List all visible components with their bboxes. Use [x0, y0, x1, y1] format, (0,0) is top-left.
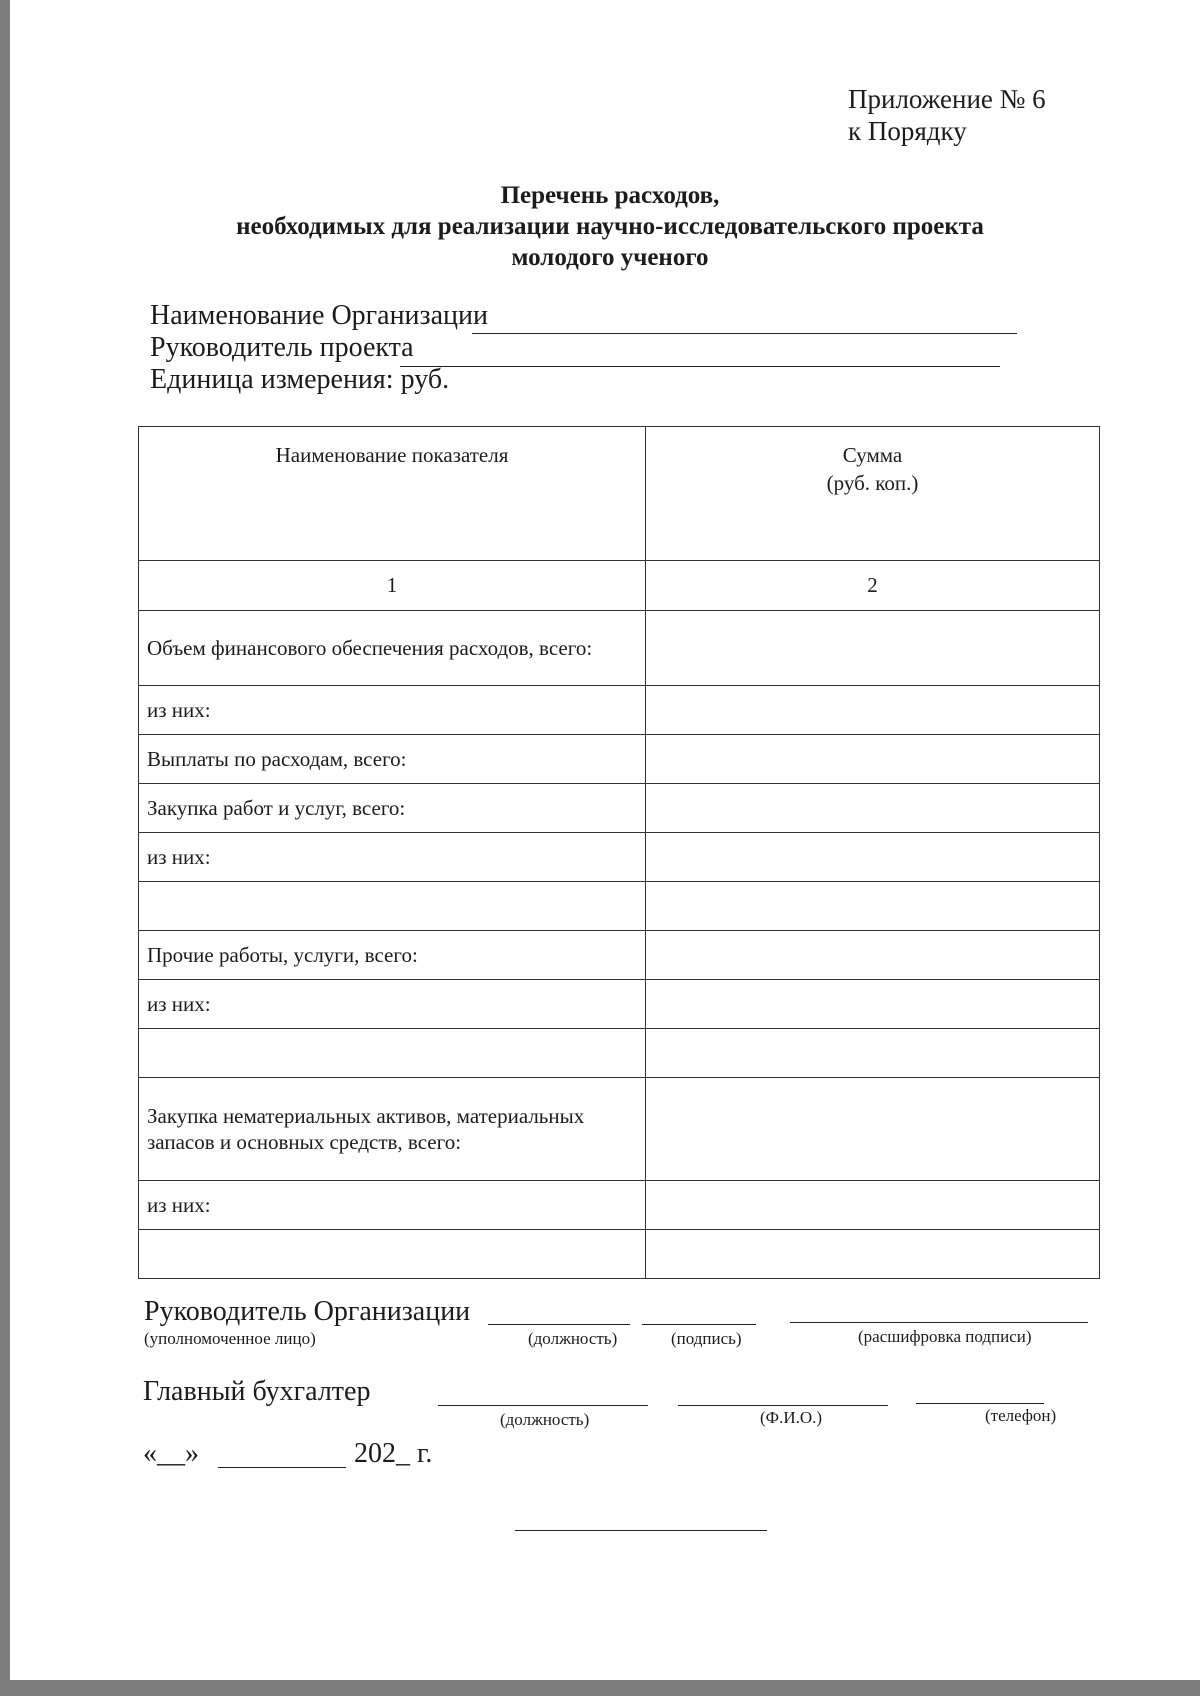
organization-field	[150, 300, 488, 332]
bottom-line	[515, 1530, 767, 1531]
row-label: Закупка нематериальных активов, материальных запасов и основных средств, всего:	[139, 1078, 646, 1181]
chief-accountant-label: Главный бухгалтер	[143, 1376, 371, 1407]
table-row	[139, 735, 1100, 784]
head-position-caption: (должность)	[528, 1329, 618, 1348]
amount-cell[interactable]	[646, 784, 1100, 833]
document-title	[160, 180, 1060, 273]
header-indicator-name	[139, 427, 646, 561]
expenses-table	[138, 426, 1100, 1279]
amount-cell[interactable]	[646, 1029, 1100, 1078]
head-of-organization-label: Руководитель Организации	[144, 1296, 471, 1327]
project-manager-input-line[interactable]	[400, 366, 1000, 367]
row-label: Выплаты по расходам, всего:	[139, 735, 646, 784]
column-number-2: 2	[646, 561, 1100, 611]
head-decoding-line[interactable]	[790, 1322, 1088, 1323]
row-label: из них:	[139, 833, 646, 882]
accountant-fio-line[interactable]	[678, 1405, 888, 1406]
column-number-1: 1	[139, 561, 646, 611]
amount-cell[interactable]	[646, 980, 1100, 1029]
table-row	[139, 931, 1100, 980]
title-line-1: Перечень расходов,	[500, 182, 720, 209]
row-label[interactable]	[139, 1230, 646, 1279]
appendix-number: Приложение № 6	[848, 84, 1046, 114]
accountant-phone-line[interactable]	[916, 1403, 1044, 1404]
table-row	[139, 784, 1100, 833]
head-position-line[interactable]	[488, 1324, 630, 1325]
row-label: из них:	[139, 686, 646, 735]
date-day: «__»	[143, 1438, 199, 1469]
amount-cell[interactable]	[646, 611, 1100, 686]
accountant-fio-caption: (Ф.И.О.)	[760, 1408, 823, 1427]
title-line-3: молодого ученого	[511, 244, 709, 271]
authorized-person-caption: (уполномоченное лицо)	[144, 1329, 316, 1348]
table-row	[139, 686, 1100, 735]
table-row	[139, 1181, 1100, 1230]
table-header-row	[139, 427, 1100, 561]
row-label: Объем финансового обеспечения расходов, всего:	[139, 611, 646, 686]
accountant-phone-caption: (телефон)	[985, 1406, 1057, 1425]
amount-cell[interactable]	[646, 1230, 1100, 1279]
date-month-line[interactable]	[218, 1467, 346, 1468]
table-row	[139, 833, 1100, 882]
table-row	[139, 1029, 1100, 1078]
column-number-row	[139, 561, 1100, 611]
amount-cell[interactable]	[646, 1181, 1100, 1230]
row-label: из них:	[139, 1181, 646, 1230]
document-page	[10, 0, 1200, 1680]
row-label: Закупка работ и услуг, всего:	[139, 784, 646, 833]
project-manager-label: Руководитель проекта	[150, 332, 414, 363]
row-label: из них:	[139, 980, 646, 1029]
organization-input-line[interactable]	[472, 333, 1017, 334]
amount-cell[interactable]	[646, 735, 1100, 784]
table-row	[139, 611, 1100, 686]
unit-of-measure: Единица измерения: руб.	[150, 364, 450, 395]
head-signature-caption: (подпись)	[671, 1329, 742, 1348]
table-row	[139, 1230, 1100, 1279]
table-row	[139, 980, 1100, 1029]
amount-cell[interactable]	[646, 882, 1100, 931]
table-row	[139, 882, 1100, 931]
header-indicator-label: Наименование показателя	[275, 443, 509, 467]
project-manager-field	[150, 332, 414, 364]
amount-cell[interactable]	[646, 833, 1100, 882]
header-amount	[646, 427, 1100, 561]
row-label[interactable]	[139, 882, 646, 931]
appendix-order: к Порядку	[848, 116, 967, 146]
head-signature-line[interactable]	[642, 1324, 756, 1325]
header-amount-unit: (руб. коп.)	[826, 471, 919, 495]
header-amount-label: Сумма	[842, 443, 903, 467]
title-line-2: необходимых для реализации научно-исследовательского проекта	[236, 213, 984, 240]
row-label[interactable]	[139, 1029, 646, 1078]
date-year: 202_ г.	[354, 1438, 433, 1469]
accountant-position-caption: (должность)	[500, 1410, 590, 1429]
amount-cell[interactable]	[646, 686, 1100, 735]
table-row	[139, 1078, 1100, 1181]
head-decoding-caption: (расшифровка подписи)	[858, 1327, 1032, 1346]
accountant-position-line[interactable]	[438, 1405, 648, 1406]
organization-label: Наименование Организации	[150, 300, 488, 331]
amount-cell[interactable]	[646, 931, 1100, 980]
amount-cell[interactable]	[646, 1078, 1100, 1181]
row-label: Прочие работы, услуги, всего:	[139, 931, 646, 980]
appendix-reference	[848, 83, 1046, 147]
